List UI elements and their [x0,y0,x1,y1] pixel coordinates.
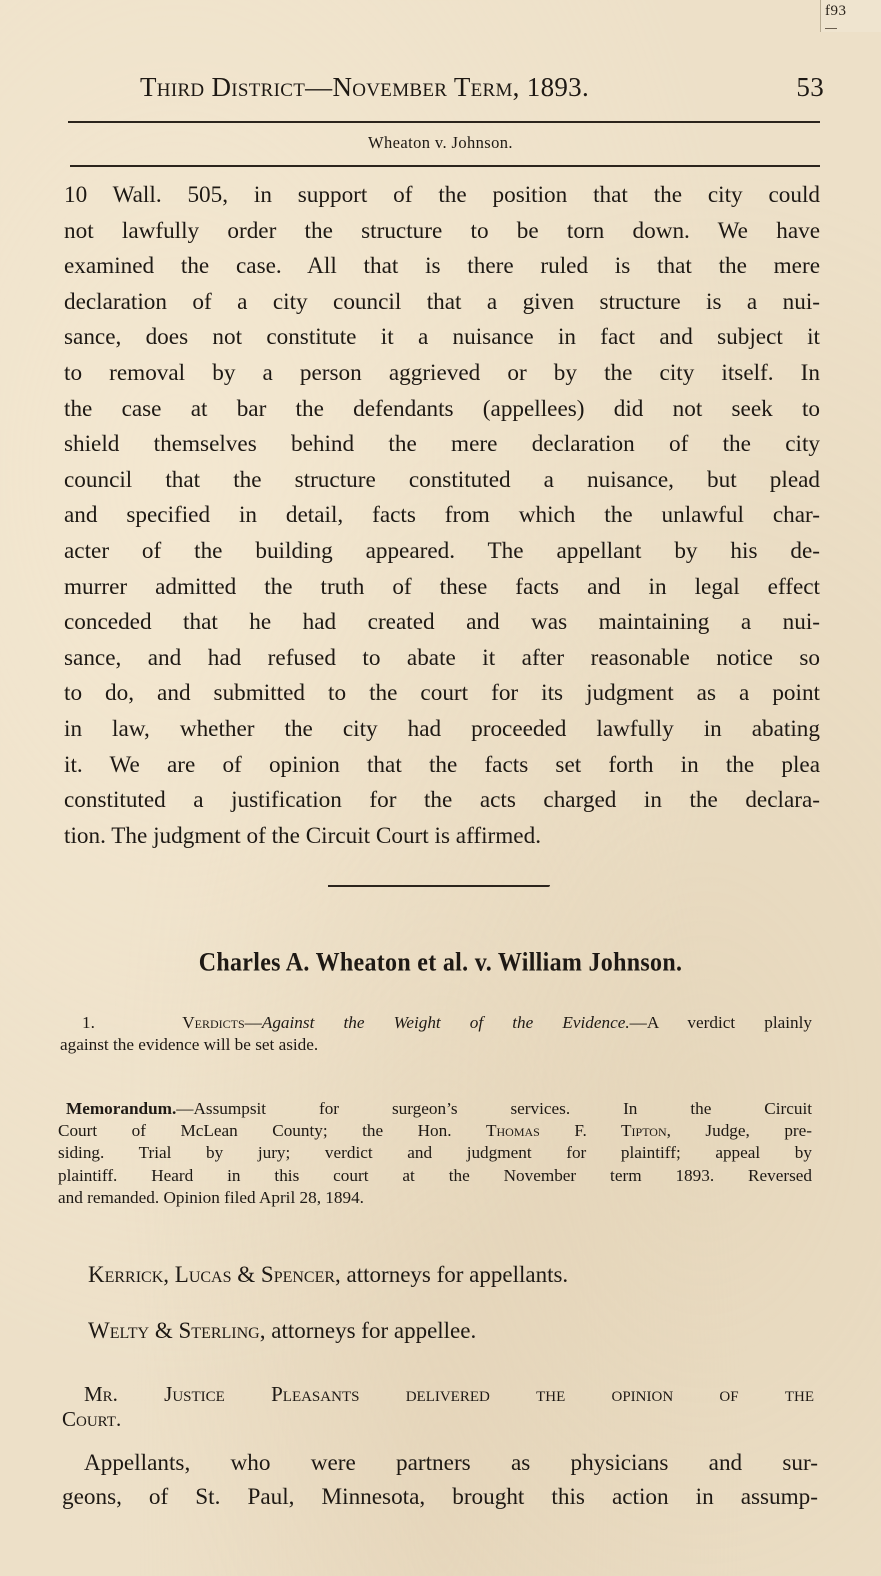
text-line: acter of the building appeared. The appellant by his de- [64,537,820,564]
running-head-title: Third District—November Term, 1893. [140,72,590,102]
appellee-firm: Welty & Sterling [88,1318,260,1343]
appellants-role: , attorneys for appellants. [335,1262,569,1287]
judge-name: Thomas F. Tipton [486,1121,667,1141]
headnote-line: 1. Verdicts—Against the Weight of the Evidence.—A verdict plainly [82,1013,813,1032]
text-line: council that the structure constituted a nuisance, but plead [64,466,820,493]
memo-line: and remanded. Opinion filed April 28, 1894. [58,1187,364,1207]
counsel-appellee [88,1318,828,1344]
text-line: 10 Wall. 505, in support of the position that the city could [64,182,820,208]
justice-line: Mr. Justice Pleasants delivered the opinion of the [84,1382,814,1406]
text-line: the case at bar the defendants (appellees) did not seek to [64,395,820,422]
header-rule-bottom [70,165,820,167]
text-line: not lawfully order the structure to be torn down. We have [64,217,820,244]
text-line: murrer admitted the truth of these facts and in legal effect [64,573,820,600]
text-line: and specified in detail, facts from which the unlawful char- [64,502,820,529]
memo-label: Memorandum. [66,1099,177,1118]
header-rule-top [68,121,820,123]
counsel-appellants [88,1262,828,1288]
text-line: it. We are of opinion that the facts set forth in the plea [64,751,820,778]
memo-text: Court of McLean County; the Hon. [58,1121,487,1141]
text-line: conceded that he had created and was maintaining a nui- [64,609,820,636]
case-title: Charles A. Wheaton et al. v. William Johnson. [198,948,683,978]
text-line: shield themselves behind the mere declaration of the city [64,431,820,458]
appellee-role: , attorneys for appellee. [259,1318,477,1343]
text-line: to do, and submitted to the court for its judgment as a point [64,680,820,707]
memo-line [58,1098,812,1120]
text-line: in law, whether the city had proceeded lawfully in abating [64,715,820,742]
memo-text: —Assumpsit for surgeon’s services. In the Circuit [176,1099,812,1118]
memorandum [58,1098,812,1209]
justice-line: Court. [62,1407,122,1431]
continued-opinion-text [64,178,820,854]
tab-mark [825,28,837,29]
text-line: sance, and had refused to abate it after reasonable notice so [64,644,820,671]
text-line: sance, does not constitute it a nuisance in fact and subject it [64,324,820,351]
text-line: tion. The judgment of the Circuit Court is affirmed. [64,822,541,849]
page-number: 53 [796,72,824,102]
text-line: declaration of a city council that a given structure is a nui- [64,288,820,315]
text-line: constituted a justification for the acts charged in the declara- [64,787,820,814]
headnote [60,1012,812,1056]
text-line: geons, of St. Paul, Minnesota, brought this action in assump- [62,1484,818,1510]
text-line: to removal by a person aggrieved or by the city itself. In [64,359,820,386]
headnote-number: 1. [82,1013,95,1032]
opinion-opening [62,1446,818,1514]
memo-text: , Judge, pre- [666,1121,812,1141]
memo-line: siding. Trial by jury; verdict and judgment for plaintiff; appeal by [58,1143,812,1163]
memo-line: plaintiff. Heard in this court at the November term 1893. Reversed [58,1165,812,1185]
memo-line [58,1120,812,1142]
section-divider [328,885,550,887]
headnote-line: against the evidence will be set aside. [60,1035,319,1054]
headnote-text: —A verdict plainly [629,1013,813,1032]
running-head [140,72,826,103]
tab-label: f93 [825,3,847,19]
headnote-topic: Verdicts [182,1013,245,1032]
text-line: Appellants, who were partners as physicians and sur- [84,1450,818,1476]
case-short-title: Wheaton v. Johnson. [368,133,513,152]
text-line: examined the case. All that is there ruled is that the mere [64,253,820,280]
appellants-firm: Kerrick, Lucas & Spencer [88,1262,336,1287]
opinion-delivery [62,1382,814,1432]
headnote-subtopic: Against the Weight of the Evidence. [261,1013,630,1032]
